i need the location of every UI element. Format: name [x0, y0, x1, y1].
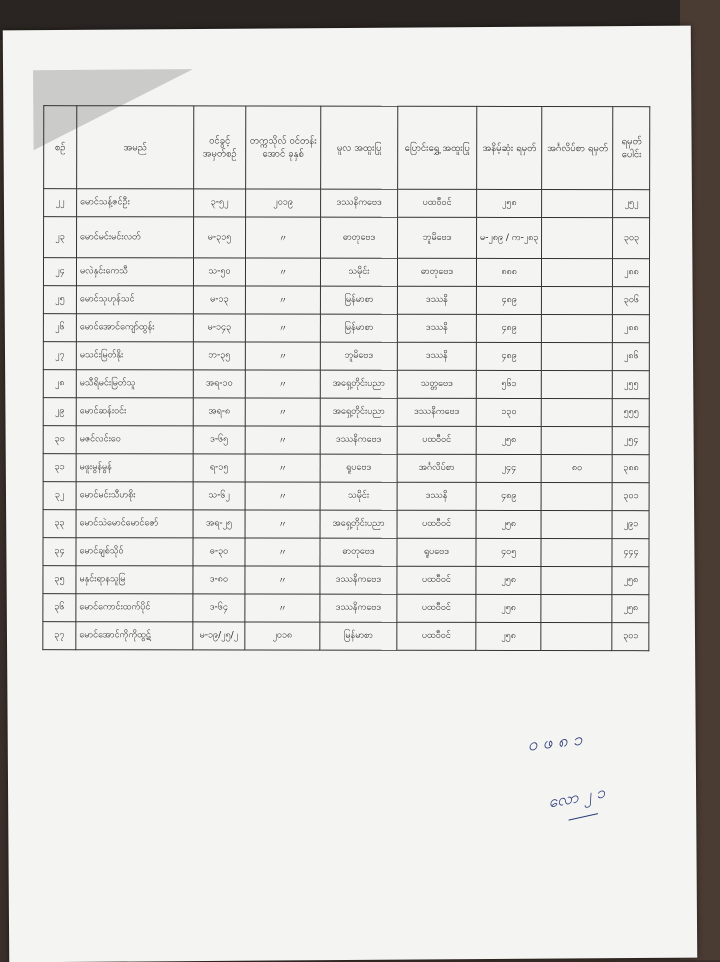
- cell-orig: ဓာတုဗေဒ: [320, 538, 397, 566]
- cell-id: အရ-၂၅: [193, 510, 245, 538]
- table-row: [43, 286, 650, 315]
- cell-orig: မြန်မာစာ: [320, 286, 397, 314]
- cell-ack: [542, 287, 613, 315]
- header-reg: တက္ကသိုလ် ဝင်တန်းအောင် ခုနှစ်: [246, 106, 321, 189]
- cell-trans: ဒဿနိ: [397, 342, 476, 370]
- cell-final: ၅၆၁: [476, 370, 542, 398]
- cell-seq: ၂၅၈: [612, 567, 649, 595]
- cell-final: ၄၈၉: [476, 482, 542, 510]
- cell-no: ၃၇: [43, 622, 76, 650]
- table-row: [43, 482, 650, 511]
- cell-id: မ-၁၃: [193, 286, 245, 314]
- table-row: [43, 538, 650, 567]
- table-row: [43, 566, 650, 595]
- cell-name: မောင်မင်းသီဟစိုး: [76, 482, 193, 510]
- signature-line-2: လော ၂ ၁: [546, 782, 607, 812]
- cell-ack: [541, 623, 612, 651]
- cell-id: ဒ-၆၅: [193, 426, 245, 454]
- cell-final: ၂၅၈: [476, 622, 542, 650]
- table-row: [43, 454, 650, 483]
- cell-orig: မြန်မာစာ: [320, 622, 397, 650]
- header-name: အမည်: [77, 106, 194, 189]
- table-row: [43, 510, 650, 539]
- cell-seq: ၂၅၂: [613, 190, 650, 218]
- signature-line-1: ဝ ဖ ၈ ၁: [526, 729, 584, 756]
- cell-seq: ၄၄၄: [612, 539, 649, 567]
- cell-orig: အရှေ့တိုင်းပညာ: [320, 398, 397, 426]
- cell-no: ၃၂: [43, 482, 76, 510]
- cell-reg: 〃: [245, 566, 320, 594]
- cell-no: ၂၆: [43, 314, 76, 342]
- cell-seq: ၂၈၈: [613, 259, 650, 287]
- cell-no: ၃၃: [43, 510, 76, 538]
- cell-seq: ၃၀၁: [613, 483, 650, 511]
- cell-ack: [541, 511, 612, 539]
- cell-no: ၂၅: [43, 286, 76, 314]
- cell-name: မောင်အောင်ကျော်ထွန်း: [76, 314, 193, 342]
- table-row: [44, 217, 651, 259]
- cell-name: မသီရိမင်းမြတ်သူ: [76, 370, 193, 398]
- signature-underline: [569, 813, 599, 820]
- cell-orig: အရှေ့တိုင်းပညာ: [320, 370, 397, 398]
- cell-trans: ပထဝီဝင်: [398, 189, 477, 217]
- cell-final: မ-၂၈၉ / က-၂၈၃: [477, 217, 543, 258]
- cell-id: ၃-၅၂: [194, 189, 246, 217]
- table-row: [43, 426, 650, 455]
- cell-trans: ဒဿနိ: [397, 286, 476, 314]
- cell-final: ၂၄၄: [476, 454, 542, 482]
- header-transfer-major: ပြောင်းရွှေ့ အထူးပြု: [398, 106, 477, 189]
- cell-no: ၃၆: [43, 594, 76, 622]
- cell-final: ၄၈၉: [476, 286, 542, 314]
- header-english-mark: အင်္ဂလိပ်စာ ရမှတ်: [542, 107, 613, 190]
- cell-id: ဒ-၆၄: [193, 594, 245, 622]
- cell-name: မောင်သဲမောင်မောင်ဇော်: [76, 510, 193, 538]
- cell-ack: ၈၀: [542, 455, 613, 483]
- cell-no: ၂၉: [43, 398, 76, 426]
- cell-final: ၁၃၀: [476, 398, 542, 426]
- cell-name: မလဲနှင်းကေသီ: [76, 258, 193, 286]
- cell-orig: ရူပဗေဒ: [320, 454, 397, 482]
- cell-final: ၈၈၈: [476, 258, 542, 286]
- cell-no: ၂၇: [43, 342, 76, 370]
- header-id: ဝင်ခွင့် အမှတ်စဥ်: [194, 106, 246, 189]
- cell-no: ၃၅: [43, 566, 76, 594]
- cell-trans: ပထဝီဝင်: [397, 566, 476, 594]
- cell-reg: 〃: [245, 342, 320, 370]
- cell-ack: [542, 190, 613, 218]
- cell-trans: ပထဝီဝင်: [397, 426, 476, 454]
- cell-id: ဒ-၈၀: [193, 566, 245, 594]
- cell-seq: ၂၅၅: [613, 371, 650, 399]
- cell-reg: 〃: [245, 286, 320, 314]
- cell-id: သ-၅၀: [193, 258, 245, 286]
- cell-reg: 〃: [245, 510, 320, 538]
- cell-final: ၄၈၉: [476, 342, 542, 370]
- cell-trans: ဒဿနိ: [397, 314, 476, 342]
- cell-id: မ-၃၁၅: [194, 217, 246, 258]
- cell-seq: ၅၅၅: [613, 399, 650, 427]
- cell-seq: ၂၈၈: [613, 315, 650, 343]
- cell-orig: ဘူမိဗေဒ: [320, 342, 397, 370]
- cell-orig: အရှေ့တိုင်းပညာ: [320, 510, 397, 538]
- cell-reg: 〃: [246, 217, 321, 258]
- cell-name: မဖူးမွန်မွန်: [76, 454, 193, 482]
- cell-reg: 〃: [245, 594, 320, 622]
- cell-name: မနှင်းရာနသူမြ: [76, 566, 193, 594]
- table-row: [43, 398, 650, 427]
- header-total-mark: ရမှတ် ပေါင်း: [613, 107, 650, 190]
- cell-no: ၂၃: [44, 217, 77, 258]
- table-row: [43, 258, 650, 287]
- cell-orig: ဒဿနိကဗေဒ: [320, 566, 397, 594]
- cell-reg: 〃: [245, 538, 320, 566]
- cell-final: ၂၅၈: [476, 510, 542, 538]
- cell-ack: [541, 595, 612, 623]
- cell-final: ၂၅၈: [476, 594, 542, 622]
- cell-id: အရ-၁၀: [193, 370, 245, 398]
- table-row: [43, 314, 650, 343]
- cell-reg: 〃: [245, 314, 320, 342]
- cell-trans: အင်္ဂလိပ်စာ: [397, 454, 476, 482]
- cell-name: မောင်ကောင်းထက်ပိုင်: [76, 594, 193, 622]
- header-no: စဥ်: [44, 106, 77, 189]
- cell-orig: သမိုင်း: [320, 258, 397, 286]
- cell-id: အရ-၈: [193, 398, 245, 426]
- cell-orig: ဒဿနိကဗေဒ: [320, 594, 397, 622]
- cell-reg: 〃: [245, 258, 320, 286]
- cell-ack: [542, 315, 613, 343]
- table-row: [44, 189, 651, 218]
- table-row: [43, 594, 650, 623]
- cell-name: မောင်သုဟုန်သင်: [76, 286, 193, 314]
- cell-final: ၄၈၉: [476, 314, 542, 342]
- cell-ack: [542, 259, 613, 287]
- cell-id: ဘ-၃၅: [193, 342, 245, 370]
- cell-final: ၄၀၅: [476, 538, 542, 566]
- cell-final: ၂၅၈: [476, 426, 542, 454]
- cell-seq: ၃၀၃: [613, 218, 650, 259]
- cell-seq: ၂၅၄: [613, 427, 650, 455]
- cell-orig: မြန်မာစာ: [320, 314, 397, 342]
- cell-trans: ဓာတုဗေဒ: [397, 258, 476, 286]
- cell-name: မသင်းမြတ်နိုး: [76, 342, 193, 370]
- cell-trans: ပထဝီဝင်: [397, 622, 476, 650]
- cell-seq: ၂၈၆: [613, 343, 650, 371]
- results-table: [42, 105, 650, 651]
- cell-no: ၃၀: [43, 426, 76, 454]
- cell-name: မောင်သန့်ဇင်ဦး: [77, 189, 194, 217]
- cell-reg: ၂၀၁၉: [246, 189, 321, 217]
- cell-trans: ဒဿနိကဗေဒ: [397, 398, 476, 426]
- document-page: [3, 26, 697, 962]
- cell-name: မောင်ချစ်သိုဝ်: [76, 538, 193, 566]
- cell-seq: ၃၀၁: [612, 623, 649, 651]
- cell-seq: ၂၉၁: [612, 511, 649, 539]
- cell-trans: ရူပဗေဒ: [397, 538, 476, 566]
- cell-ack: [541, 567, 612, 595]
- cell-name: မောင်မင်းမင်းလတ်: [77, 217, 194, 258]
- cell-name: မဇင်လင်းဝေ: [76, 426, 193, 454]
- cell-reg: 〃: [245, 482, 320, 510]
- cell-trans: ဒဿနိ: [397, 482, 476, 510]
- cell-final: ၂၅၈: [477, 189, 543, 217]
- cell-final: ၂၅၈: [476, 566, 542, 594]
- cell-ack: [542, 427, 613, 455]
- cell-ack: [541, 539, 612, 567]
- cell-orig: ဒဿနိကဗေဒ: [321, 189, 398, 217]
- cell-orig: ဒဿနိကဗေဒ: [320, 426, 397, 454]
- table-header-row: [44, 106, 651, 190]
- cell-trans: ဘူမိဗေဒ: [398, 217, 477, 258]
- table-row: [43, 342, 650, 371]
- cell-reg: ၂၀၁၈: [245, 622, 320, 650]
- cell-seq: ၂၅၈: [612, 595, 649, 623]
- cell-ack: [542, 371, 613, 399]
- cell-no: ၂၄: [43, 258, 76, 286]
- cell-no: ၃၄: [43, 538, 76, 566]
- cell-no: ၂၈: [43, 370, 76, 398]
- cell-name: မောင်ဆန်းဝင်း: [76, 398, 193, 426]
- cell-id: သ-၆၂: [193, 482, 245, 510]
- cell-seq: ၃၀၆: [613, 287, 650, 315]
- table-row: [43, 370, 650, 399]
- cell-ack: [542, 483, 613, 511]
- cell-ack: [542, 218, 613, 259]
- cell-trans: ပထဝီဝင်: [397, 510, 476, 538]
- cell-reg: 〃: [245, 370, 320, 398]
- header-min-mark: အနိမ့်ဆုံး ရမှတ်: [477, 106, 543, 189]
- cell-reg: 〃: [245, 454, 320, 482]
- cell-ack: [542, 343, 613, 371]
- cell-trans: သတ္တဗေဒ: [397, 370, 476, 398]
- cell-no: ၃၁: [43, 454, 76, 482]
- cell-no: ၂၂: [44, 189, 77, 217]
- table-row: [43, 622, 650, 651]
- cell-ack: [542, 399, 613, 427]
- cell-orig: ဓာတုဗေဒ: [321, 217, 398, 258]
- cell-trans: ပထဝီဝင်: [397, 594, 476, 622]
- cell-id: ဓ-၃၀: [193, 538, 245, 566]
- cell-reg: 〃: [245, 426, 320, 454]
- cell-id: ရ-၁၅: [193, 454, 245, 482]
- cell-seq: ၃၈၈: [613, 455, 650, 483]
- cell-reg: 〃: [245, 398, 320, 426]
- cell-orig: သမိုင်း: [320, 482, 397, 510]
- cell-id: မ-၁၉/၂၅/၂: [193, 622, 245, 650]
- cell-id: မ-၁၄၃: [193, 314, 245, 342]
- header-original-major: မူလ အထူးပြု: [321, 106, 398, 189]
- cell-name: မောင်အောင်ကိုကိုထွဋ်: [76, 622, 193, 650]
